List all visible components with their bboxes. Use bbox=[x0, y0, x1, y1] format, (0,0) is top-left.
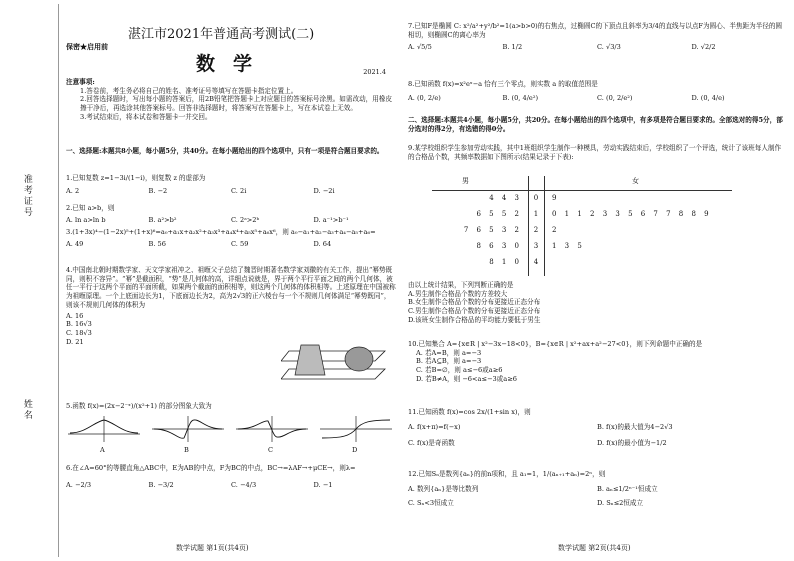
q6-stem: 6.在∠A=60°的等腰直角△ABC中，E为AB的中点，F为BC的中点，BC→=λAF→+μCE→，则λ= bbox=[66, 464, 356, 472]
q4-option-a: A. 16 bbox=[66, 311, 84, 320]
q8-option-b: B. (0, 4/e²) bbox=[502, 93, 539, 102]
q8-option-c: C. (0, 2/e²) bbox=[597, 93, 633, 102]
q1-option-b: B. −2 bbox=[148, 186, 168, 195]
q5-graph-c bbox=[234, 414, 310, 444]
q4-stem: 4.中国南北朝时期数学家、天文学家祖冲之、祖暅父子总结了魏晋时期著名数学家刘徽的有关工作，提出“幂势既同，则积不容异”。“幂”是截面积，“势”是几何体的高，详细点说就是，界于两个平行平面之间的两个几何体，被任一平行于这两个平面的平面所截，如果两个截面的面积相等，则这两个几何体的体积相等。上述原理在中国被称为祖暅原理。一个上底面边长为1，下底面边长为2，高为2√3的正六棱台与一个不规则几何体满足“幂势既同”，则该不规则几何体的体积为 bbox=[66, 266, 396, 309]
question-6 bbox=[66, 464, 396, 489]
q6-option-b: B. −3/2 bbox=[148, 480, 174, 489]
q3-option-c: C. 59 bbox=[231, 239, 249, 248]
q12-option-b: B. aₙ≤1/2ⁿ⁻¹恒成立 bbox=[597, 484, 658, 493]
q3-option-b: B. 56 bbox=[148, 239, 166, 248]
q12-stem: 12.已知Sₙ是数列{aₙ}的前n项和，且 a₁=1，1/(aₙ₊₁+aₙ)=2ⁿ，则 bbox=[408, 470, 606, 478]
q7-option-b: B. 1/2 bbox=[502, 43, 523, 52]
table-row: 8 1 0 4 bbox=[489, 258, 539, 266]
note-item: 2.回答选择题时，写出每小题的答案后，用2B铅笔把答题卡上对应题目的答案标号涂黑。如需改动，用橡皮擦干净后，再选涂其他答案标号。回答非选择题时，将答案写在答题卡上，写在本试卷上无效。 bbox=[80, 95, 393, 113]
table-row: 6 5 5 2 1 0 1 1 2 3 3 5 6 7 7 8 8 9 bbox=[476, 210, 712, 218]
question-10 bbox=[408, 340, 786, 384]
q11-option-d: D. f(x)的最小值为−1/2 bbox=[597, 439, 667, 448]
stem-leaf-table bbox=[432, 176, 732, 276]
q8-stem: 8.已知函数 f(x)=x²eˣ−a 恰有三个零点，则实数 a 的取值范围是 bbox=[408, 80, 598, 88]
q2-option-c: C. 2ᵃ>2ᵇ bbox=[231, 215, 260, 224]
q6-option-a: A. −2/3 bbox=[66, 480, 92, 489]
q8-option-a: A. (0, 2/e) bbox=[408, 93, 441, 102]
q5-label-c: C bbox=[268, 446, 274, 454]
question-12 bbox=[408, 470, 786, 508]
question-11 bbox=[408, 408, 786, 448]
q1-option-a: A. 2 bbox=[66, 186, 80, 195]
table-row: 8 6 3 0 3 1 3 5 bbox=[476, 242, 585, 250]
footer-page-1: 数学试题 第1页(共4页) bbox=[176, 543, 249, 552]
q10-stem: 10.已知集合 A={x∈R | x²−3x−18<0}，B={x∈R | x²+ax+a²−27<0}，则下列命题中正确的是 bbox=[408, 340, 703, 348]
note-item: 1.答卷前，考生务必将自己的姓名、准考证号等填写在答题卡指定位置上。 bbox=[80, 86, 298, 95]
question-9 bbox=[408, 144, 786, 161]
table-header-female: 女 bbox=[632, 177, 639, 185]
q1-option-d: D. −2i bbox=[313, 186, 335, 195]
section-2-heading: 二、选择题:本题共4小题，每小题5分，共20分。在每小题给出的四个选项中，有多项是符合题目要求的。全部选对的得5分，部分选对的得2分，有选错的得0分。 bbox=[408, 116, 783, 133]
exam-title: 湛江市2021年普通高考测试(二) bbox=[128, 27, 315, 42]
q9-option-d: D.该班女生制作合格品的平均能力要低于男生 bbox=[408, 315, 541, 324]
q9-option-b: B.女生制作合格品个数的分布更接近正态分布 bbox=[408, 298, 541, 307]
q6-option-c: C. −4/3 bbox=[231, 480, 257, 489]
exam-date: 2021.4 bbox=[363, 68, 386, 76]
q9-option-c: C.男生制作合格品个数的分布更接近正态分布 bbox=[408, 307, 541, 316]
q7-stem: 7.已知F是椭圆 C: x²/a²+y²/b²=1(a>b>0)的右焦点，过椭圆C的下顶点且斜率为3/4的直线与以点F为圆心、半焦距为半径的圆相切，则椭圆C的离心率为 bbox=[408, 22, 783, 39]
q8-option-d: D. (0, 4/e) bbox=[691, 93, 725, 102]
q2-option-d: D. a⁻¹>b⁻¹ bbox=[313, 215, 349, 224]
notes-heading: 注意事项: bbox=[66, 78, 95, 86]
exam-id-label: 准考证号 bbox=[21, 174, 32, 218]
table-header-male: 男 bbox=[462, 177, 469, 185]
q2-option-a: A. ln a>ln b bbox=[66, 215, 106, 224]
q3-option-d: D. 64 bbox=[313, 239, 332, 248]
q5-graphs bbox=[66, 414, 396, 454]
q4-option-c: C. 18√3 bbox=[66, 328, 92, 337]
name-label: 姓名 bbox=[21, 399, 32, 421]
note-item: 3.考试结束后，将本试卷和答题卡一并交回。 bbox=[80, 112, 212, 121]
q9-lead: 由以上统计结果，下列判断正确的是 bbox=[408, 281, 514, 289]
q5-label-b: B bbox=[184, 446, 189, 454]
page-1 bbox=[8, 4, 396, 557]
q9-option-a: A.男生制作合格品个数的方差较大 bbox=[408, 289, 508, 298]
binding-margin bbox=[8, 4, 59, 557]
q5-graph-d bbox=[318, 414, 394, 444]
q10-option-a: A. 若A=B，则 a=−3 bbox=[416, 348, 482, 357]
q2-stem: 2.已知 a>b，则 bbox=[66, 204, 115, 212]
question-2 bbox=[66, 204, 396, 224]
question-8 bbox=[408, 80, 786, 102]
table-row: 4 4 3 0 9 bbox=[489, 194, 560, 202]
q5-label-a: A bbox=[100, 446, 105, 454]
footer-page-2: 数学试题 第2页(共4页) bbox=[558, 543, 631, 552]
q11-stem: 11.已知函数 f(x)=cos 2x/(1+sin x)，则 bbox=[408, 408, 531, 416]
q12-option-c: C. Sₙ<3恒成立 bbox=[408, 499, 454, 508]
notes bbox=[66, 78, 396, 122]
q11-option-a: A. f(x+π)=f(−x) bbox=[408, 422, 461, 431]
q9-stem: 9.某学校组织学生参加劳动实践，其中1班组织学生制作一种模具，劳动实践结束后，学校组织了一个评选，统计了该班每人制作的合格品个数，其频率数据如下图所示(结果记录于下表): bbox=[408, 144, 782, 161]
q4-option-b: B. 16√3 bbox=[66, 320, 92, 329]
q10-option-b: B. 若A⊆B，则 a=−3 bbox=[416, 357, 482, 366]
subject-title: 数学 bbox=[196, 53, 271, 75]
q2-option-b: B. a²>b² bbox=[148, 215, 177, 224]
q11-option-b: B. f(x)的最大值为4−2√3 bbox=[597, 422, 673, 431]
q10-option-d: D. 若B≠A，则 −6<a≤−3或a≥6 bbox=[416, 374, 517, 383]
question-1 bbox=[66, 174, 396, 195]
q12-option-d: D. Sₙ≤2恒成立 bbox=[597, 499, 644, 508]
confidential-mark: 保密★启用前 bbox=[66, 42, 108, 51]
table-row: 7 6 5 3 2 2 2 bbox=[463, 226, 560, 234]
q12-option-a: A. 数列{aₙ}是等比数列 bbox=[408, 484, 479, 493]
page-2 bbox=[402, 4, 786, 557]
question-7 bbox=[408, 22, 786, 52]
frustum-figure bbox=[281, 339, 393, 381]
q1-option-c: C. 2i bbox=[231, 186, 247, 195]
q10-option-c: C. 若B=∅，则 a≤−6或a≥6 bbox=[416, 366, 503, 375]
section-1-heading: 一、选择题:本题共8小题，每小题5分，共40分。在每小题给出的四个选项中，只有一项是符合题目要求的。 bbox=[66, 147, 384, 155]
q5-graph-b bbox=[150, 414, 226, 444]
q5-stem: 5.函数 f(x)=(2x−2⁻ˣ)/(x²+1) 的部分图象大致为 bbox=[66, 402, 212, 410]
q5-label-d: D bbox=[352, 446, 358, 454]
q6-option-d: D. −1 bbox=[313, 480, 333, 489]
q7-option-c: C. √3/3 bbox=[597, 43, 621, 52]
q11-option-c: C. f(x)是奇函数 bbox=[408, 439, 455, 448]
q3-option-a: A. 49 bbox=[66, 239, 84, 248]
q7-option-d: D. √2/2 bbox=[691, 43, 716, 52]
question-5 bbox=[66, 402, 396, 411]
q5-graph-a bbox=[66, 414, 142, 444]
question-4 bbox=[66, 266, 396, 346]
q9-options bbox=[408, 281, 786, 325]
q7-option-a: A. √5/5 bbox=[408, 43, 432, 52]
q1-stem: 1.已知复数 z=1−3i/(1−i)，则复数 z 的虚部为 bbox=[66, 174, 206, 182]
q3-stem: 3.(1+3x)⁴−(1−2x)⁵+(1+x)⁶=a₀+a₁x+a₂x²+a₃x³+a₄x⁴+a₅x⁵+a₆x⁶，则 a₀−a₁+a₂−a₃+a₄−a₅+a₆= bbox=[66, 228, 376, 236]
question-3 bbox=[66, 228, 396, 248]
q4-option-d: D. 21 bbox=[66, 337, 84, 346]
